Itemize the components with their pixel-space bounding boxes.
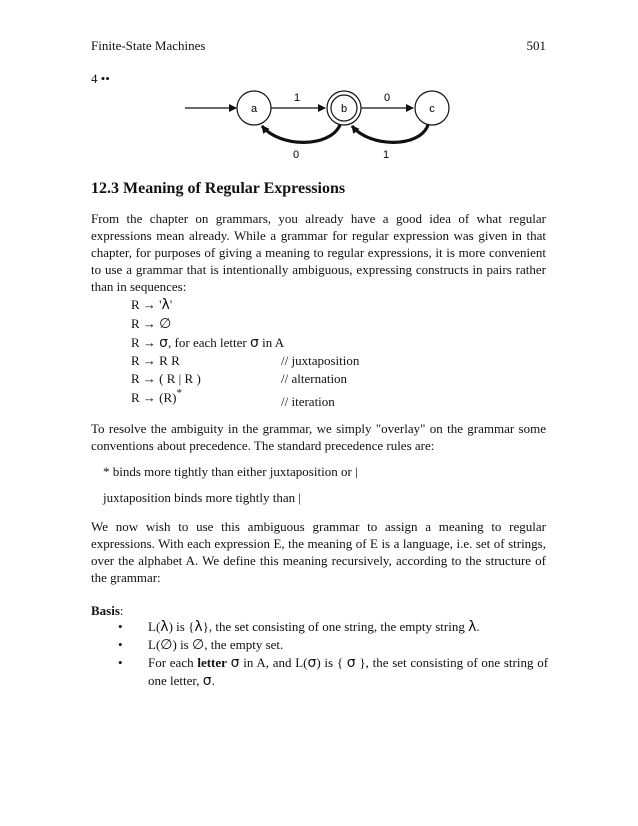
text-run: }, the set consisting of one string of one letter,: [148, 655, 549, 688]
lambda-symbol: λ: [160, 619, 169, 635]
edge-b-a-label: 0: [292, 149, 300, 161]
intro-paragraph: From the chapter on grammars, you already have a good idea of what regular expressions mean already. While a grammar for regular expression was given in that chapter, for purposes of giving a meaning to regular expressions, it is more convenient to use a grammar that is intentionally ambiguous, expressing constructs in pairs rather than in sequences:: [91, 211, 546, 294]
rule-arrow: →: [142, 371, 156, 386]
text-run: ) is: [172, 637, 192, 652]
example-label: 4 ••: [91, 71, 110, 86]
rule-text: , for each letter: [168, 335, 250, 350]
rule-lhs: R: [131, 371, 140, 386]
precedence-rule-star: * binds more tightly than either juxtaposition or |: [103, 464, 358, 479]
edge-b-c-label: 0: [383, 92, 391, 104]
basis-heading: [91, 603, 124, 619]
page-number: 501: [526, 38, 546, 53]
edge-c-b: [352, 125, 428, 142]
basis-label: Basis: [91, 603, 120, 618]
rule-rhs: ( R | R ): [159, 371, 201, 386]
rule-lhs: R: [131, 297, 140, 312]
edge-b-a: [262, 125, 340, 142]
bullet-icon: •: [118, 619, 123, 634]
text-run: ) is {: [316, 655, 347, 670]
grammar-rule-alternation: [131, 370, 431, 388]
rule-arrow: →: [142, 353, 156, 368]
state-b-label: b: [340, 103, 348, 115]
bold-term: letter: [197, 655, 227, 670]
sigma-symbol: σ: [307, 655, 317, 671]
basis-colon: :: [119, 603, 124, 618]
rule-arrow: →: [142, 297, 156, 312]
text-run: L(: [148, 619, 161, 634]
rule-lhs: R: [131, 316, 140, 331]
kleene-star: *: [176, 387, 183, 399]
empty-set-symbol: ∅: [159, 316, 172, 332]
rule-comment: // iteration: [281, 394, 335, 409]
basis-item-text: [148, 636, 548, 654]
lambda-symbol: λ: [161, 297, 170, 313]
text-run: ) is {: [168, 619, 195, 634]
edge-c-b-label: 1: [382, 149, 390, 161]
sigma-symbol: σ: [346, 655, 356, 671]
grammar-rule-empty: [131, 315, 171, 333]
bullet-icon: •: [118, 637, 123, 652]
grammar-rule-lambda: [131, 296, 172, 314]
state-a-label: a: [250, 103, 258, 115]
basis-item-text: [148, 618, 548, 636]
section-title: 12.3 Meaning of Regular Expressions: [91, 180, 346, 197]
grammar-rule-juxtaposition: [131, 352, 431, 370]
rule-lhs: R: [131, 353, 140, 368]
rule-comment: // juxtaposition: [281, 353, 360, 368]
rule-arrow: →: [142, 335, 156, 350]
basis-item-text: [148, 654, 548, 690]
rule-arrow: →: [142, 316, 156, 331]
text-run: L(: [148, 637, 161, 652]
rule-arrow: →: [142, 390, 156, 405]
text-run: For each: [148, 655, 198, 670]
sigma-symbol: σ: [159, 335, 169, 351]
lambda-symbol: λ: [194, 619, 203, 635]
text-run: .: [476, 619, 480, 634]
bullet-icon: •: [118, 655, 123, 670]
quote-close: ': [169, 297, 173, 312]
text-run: }, the set consisting of one string, the empty string: [202, 619, 469, 634]
grammar-rule-letter: [131, 334, 284, 352]
rule-rhs: (R): [159, 390, 177, 405]
sigma-symbol: σ: [202, 673, 212, 689]
sigma-symbol: σ: [249, 335, 259, 351]
text-run: , the empty set.: [204, 637, 284, 652]
grammar-rule-iteration: [131, 389, 431, 408]
rule-rhs: R R: [159, 353, 180, 368]
rule-text: in A: [258, 335, 285, 350]
edge-a-b-label: 1: [293, 92, 301, 104]
text-run: in A, and L(: [239, 655, 308, 670]
rule-lhs: R: [131, 390, 140, 405]
rule-comment: // alternation: [281, 371, 348, 386]
meaning-paragraph: We now wish to use this ambiguous grammar to assign a meaning to regular expressions. With each expression E, the meaning of E is a language, i.e. set of strings, over the alphabet A. We define this meaning recursively, according to the structure of the grammar:: [91, 519, 546, 585]
rule-lhs: R: [131, 335, 140, 350]
state-diagram: [0, 0, 638, 175]
ambiguity-paragraph: To resolve the ambiguity in the grammar, we simply "overlay" on the grammar some conventions about precedence. The standard precedence rules are:: [91, 421, 546, 453]
precedence-rule-juxtaposition: juxtaposition binds more tightly than |: [103, 490, 301, 505]
state-c-label: c: [429, 103, 435, 115]
empty-set-symbol: ∅: [160, 637, 173, 653]
sigma-symbol: σ: [230, 655, 240, 671]
quote-open: ': [159, 297, 162, 312]
running-header-title: Finite-State Machines: [91, 38, 206, 53]
lambda-symbol: λ: [468, 619, 477, 635]
text-run: .: [211, 673, 215, 688]
empty-set-symbol: ∅: [191, 637, 205, 653]
